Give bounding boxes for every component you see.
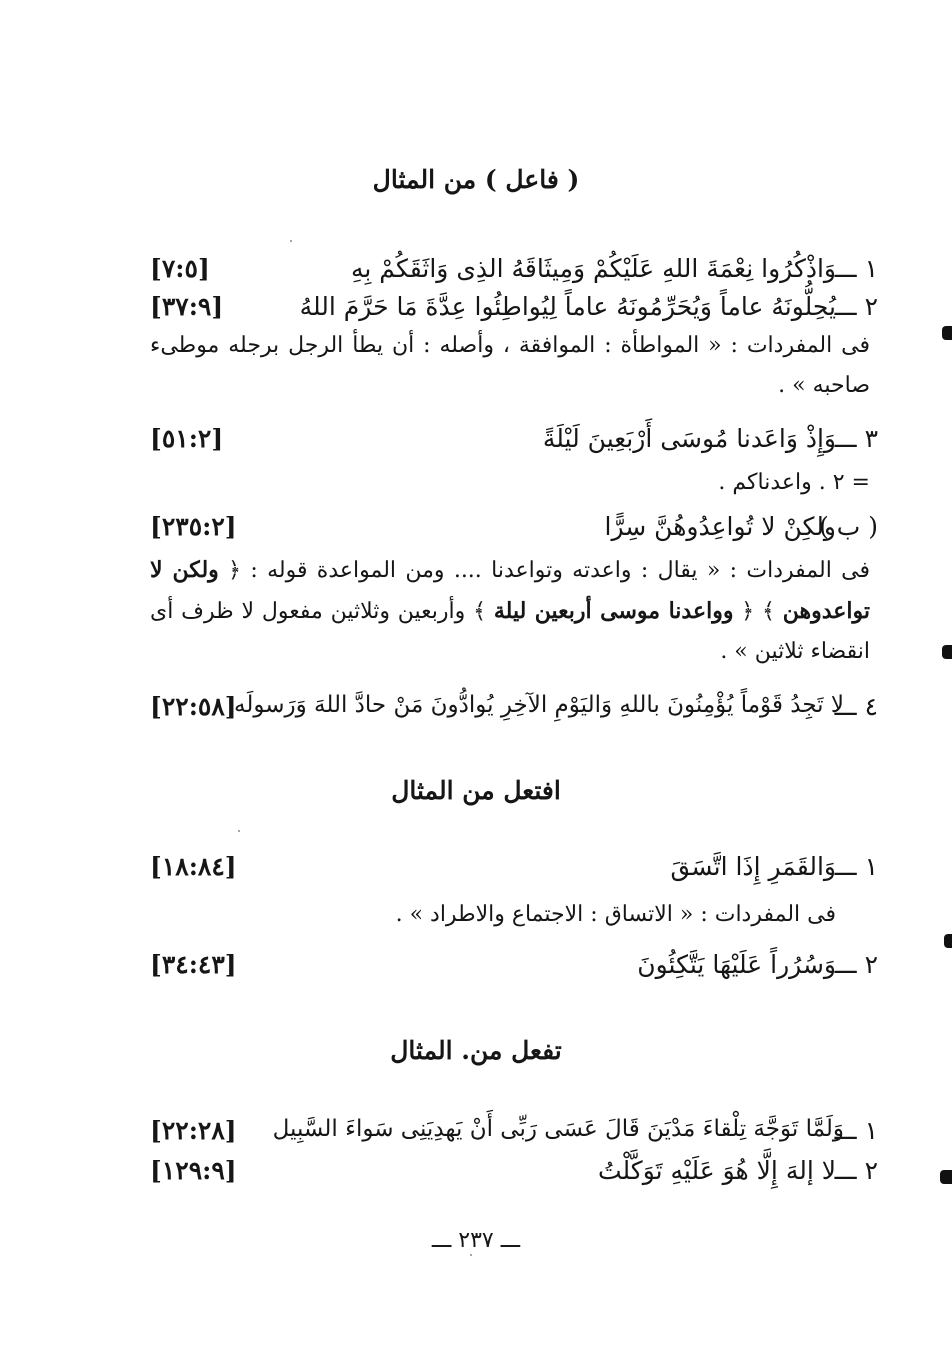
section-heading-faa3al: ( فاعل ) من المثال: [372, 165, 580, 194]
page-number: ـــ ٢٣٧ ـــ: [431, 1228, 521, 1253]
verse-number: ٢ ـــ: [834, 292, 878, 321]
verse-number: ٤ ـــ: [834, 692, 878, 721]
verse-reference: [٣٤:٤٣]: [150, 950, 237, 979]
verse-reference: [٧:٥]: [150, 254, 210, 283]
vocabulary-note: [150, 550, 870, 672]
verse-reference: [١٢٩:٩]: [150, 1156, 237, 1185]
cross-reference-note: = ٢ . واعدناكم .: [718, 470, 870, 495]
verse-text: لا إلهَ إِلَّا هُوَ عَلَيْهِ تَوَكَّلْتُ: [597, 1156, 836, 1185]
verse-reference: [١٨:٨٤]: [150, 852, 237, 881]
verse-number: ٢ ـــ: [834, 1156, 878, 1185]
vocabulary-note: فى المفردات : « المواطأة : الموافقة ، وأصله : أن يطأ الرجل برجله موطىء صاحبه » .: [150, 333, 870, 398]
verse-number: ٢ ـــ: [834, 950, 878, 979]
verse-line: [150, 852, 878, 892]
note-text: ﴾ ﴿: [733, 599, 783, 624]
section-heading-ifta3al: افتعل من المثال: [391, 776, 561, 805]
note-text: ﴾ وأربعين وثلاثين مفعول لا ظرف أى انقضاء ثلاثين » .: [150, 599, 870, 664]
vocabulary-note: فى المفردات : « الاتساق : الاجتماع والاطراد » .: [395, 902, 836, 927]
verse-number: ( ب ): [819, 512, 878, 541]
verse-text: وَلَمَّا تَوَجَّهَ تِلْقاءَ مَدْيَنَ قَالَ عَسَى رَبِّى أَنْ يَهدِيَنِى سَواءَ السَّبِيل: [272, 1116, 844, 1142]
scan-speck: [470, 1254, 472, 1256]
verse-reference: [٢٢:٢٨]: [150, 1116, 237, 1145]
verse-text: وَالقَمَرِ إِذَا اتَّسَقَ: [670, 852, 836, 881]
verse-number: ١ ـــ: [834, 1116, 878, 1145]
verse-text: وَاذْكُرُوا نِعْمَةَ اللهِ عَلَيْكُمْ وَمِيثَاقَهُ الذِى وَاثَقَكُمْ بِهِ: [351, 254, 836, 283]
verse-text: وَإِذْ وَاعَدنا مُوسَى أَرْبَعِينَ لَيْلَةً: [542, 424, 836, 453]
verse-line: [150, 1116, 878, 1156]
scan-mark: [942, 645, 952, 659]
verse-text: ولكِنْ لا تُواعِدُوهُنَّ سِرًّا: [604, 512, 836, 541]
verse-line: [150, 1156, 878, 1196]
verse-reference: [٣٧:٩]: [150, 292, 224, 321]
verse-text: يُحِلُّونَهُ عاماً وَيُحَرِّمُونَهُ عاماً لِيُواطِئُوا عِدَّةَ مَا حَرَّمَ اللهُ: [299, 292, 836, 321]
verse-text: لا تَجِدُ قَوْماً يُؤْمِنُونَ باللهِ وَاليَوْمِ الآخِرِ يُوادُّونَ مَنْ حادَّ اللهَ وَرَسولَه: [234, 692, 844, 718]
scan-mark: [944, 934, 952, 948]
scan-speck: [238, 830, 240, 832]
scan-mark: [942, 326, 952, 340]
scan-mark: [940, 1170, 952, 1184]
verse-line: [150, 512, 878, 552]
verse-line: [150, 950, 878, 990]
verse-line: [150, 692, 878, 732]
verse-reference: [٢٢:٥٨]: [150, 692, 237, 721]
verse-reference: [٢٣٥:٢]: [150, 512, 237, 541]
verse-line: [150, 424, 878, 464]
quoted-verse: ولكن لا تواعدوهن: [150, 557, 871, 624]
verse-number: ١ ـــ: [834, 254, 878, 283]
verse-number: ٣ ـــ: [834, 424, 878, 453]
verse-number: ١ ـــ: [834, 852, 878, 881]
scan-speck: [290, 240, 292, 242]
verse-text: وَسُرُراً عَلَيْهَا يَتَّكِئُونَ: [637, 950, 836, 979]
section-heading-tafa33al: تفعل من. المثال: [390, 1036, 562, 1065]
quoted-verse: وواعدنا موسى أربعين ليلة: [493, 598, 734, 624]
note-text: فى المفردات : « يقال : واعدته وتواعدنا .... ومن المواعدة قوله : ﴿: [218, 558, 871, 583]
verse-line: [150, 254, 878, 294]
verse-reference: [٥١:٢]: [150, 424, 224, 453]
